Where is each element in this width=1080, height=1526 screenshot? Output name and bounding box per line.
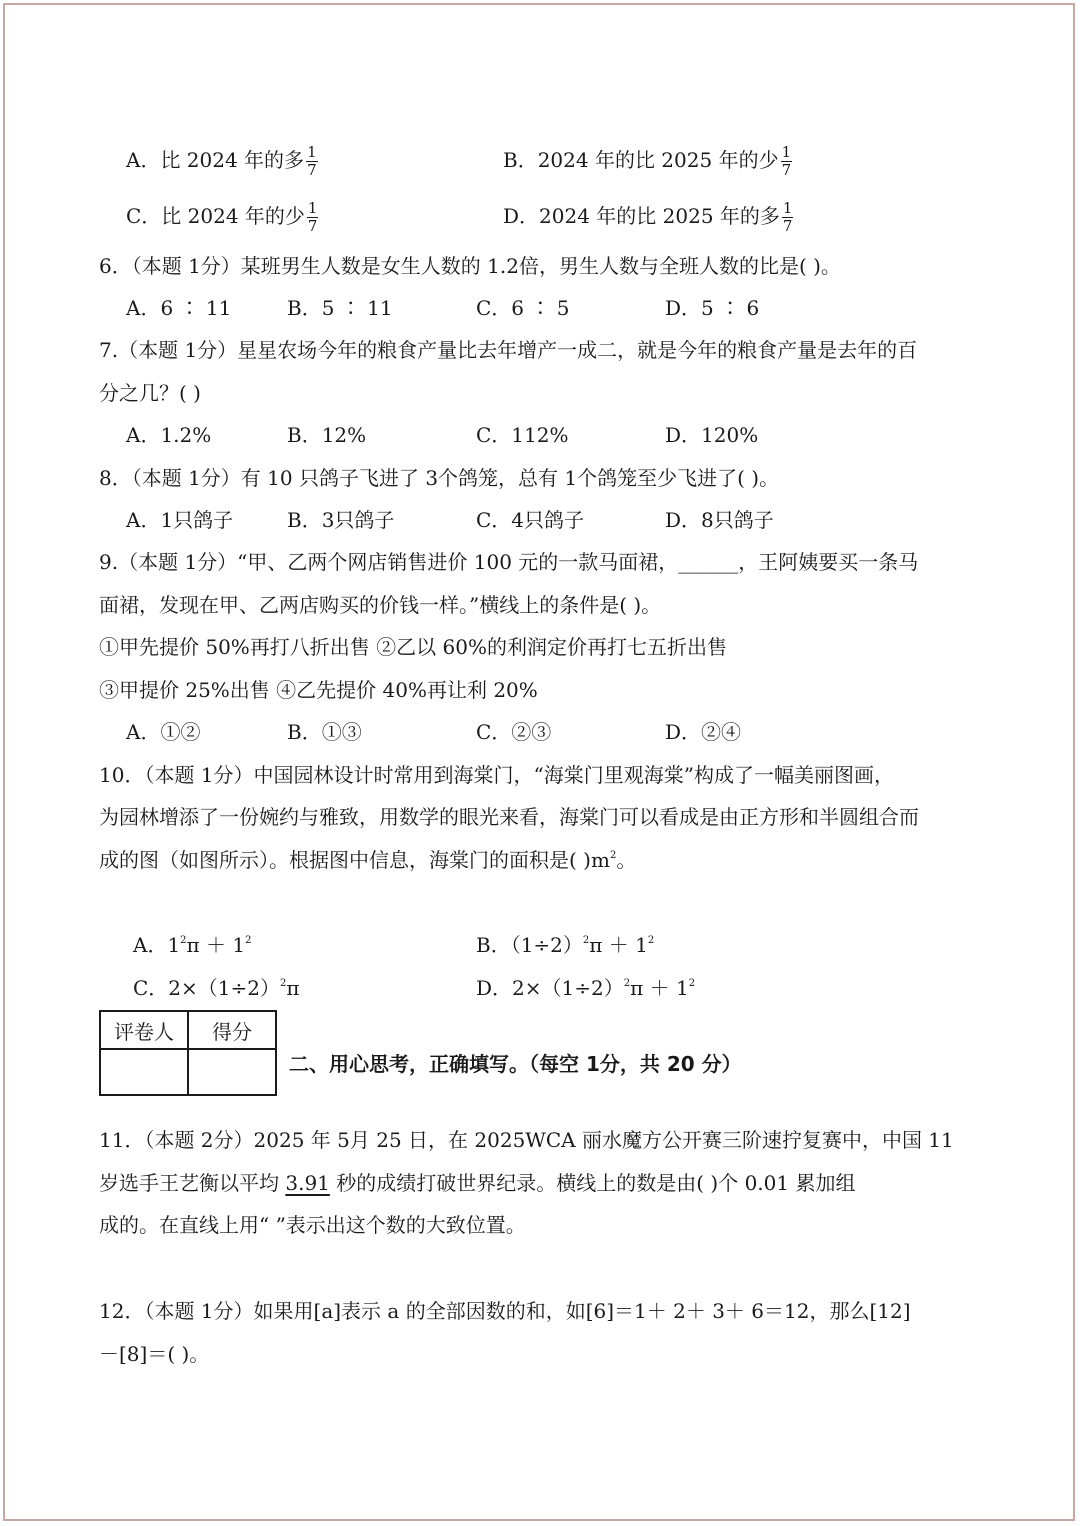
q11-stem-line3: 成的。在直线上用“ ”表示出这个数的大致位置。	[99, 1213, 526, 1237]
q5-option-a-text: A．比 2024 年的多	[126, 148, 305, 172]
q9-conditions-line2: ③甲提价 25%出售 ④乙先提价 40%再让利 20%	[99, 678, 538, 702]
q7-option-b[interactable]: B．12%	[287, 423, 367, 447]
q6-option-d[interactable]: D．5 ∶ 6	[665, 296, 760, 320]
q9-option-b[interactable]: B．①③	[287, 720, 362, 744]
q10-option-b[interactable]: B．$(1\div 2)^2\pi + 1^2$	[476, 933, 655, 957]
grader-header: 评卷人	[100, 1011, 188, 1049]
q10-stem-line1: 10．（本题 1分）中国园林设计时常用到海棠门，“海棠门里观海棠”构成了一幅美丽图画，	[99, 763, 894, 787]
q12-stem-line1: 12．（本题 1分）如果用[a]表示 a 的全部因数的和，如[6]＝1＋ 2＋ 3＋ 6＝12，那么[12]	[99, 1299, 911, 1323]
q10-stem-line3: 成的图（如图所示）。根据图中信息，海棠门的面积是( )$m^2$。	[99, 848, 637, 872]
grader-cell[interactable]	[100, 1049, 188, 1095]
fraction: $\frac{1}{7}$	[307, 199, 318, 235]
fraction: $\frac{1}{7}$	[782, 199, 793, 235]
q8-option-a[interactable]: A．1只鸽子	[126, 508, 234, 532]
q10-stem-line2: 为园林增添了一份婉约与雅致，用数学的眼光来看，海棠门可以看成是由正方形和半圆组合而	[99, 805, 919, 829]
q9-stem-line1: 9.（本题 1分）“甲、乙两个网店销售进价 100 元的一款马面裙，______，王阿姨要买一条马	[99, 550, 919, 574]
q5-option-d[interactable]	[503, 200, 793, 235]
score-cell[interactable]	[188, 1049, 276, 1095]
q8-option-d[interactable]: D．8只鸽子	[665, 508, 774, 532]
q6-stem: 6．（本题 1分）某班男生人数是女生人数的 1.2倍，男生人数与全班人数的比是( )。	[99, 254, 841, 278]
q9-conditions-line1: ①甲先提价 50%再打八折出售 ②乙以 60%的利润定价再打七五折出售	[99, 635, 727, 659]
q7-stem-line2: 分之几？( )	[99, 381, 201, 405]
fraction: $\frac{1}{7}$	[307, 143, 317, 179]
q5-option-a[interactable]	[126, 144, 318, 179]
q7-option-d[interactable]: D．120%	[665, 423, 759, 447]
q7-stem-line1: 7.（本题 1分）星星农场今年的粮食产量比去年增产一成二，就是今年的粮食产量是去年的百	[99, 338, 918, 362]
q6-option-a[interactable]: A．6 ∶ 11	[126, 296, 232, 320]
q10-option-d[interactable]: D．$2\times(1\div 2)^2\pi + 1^2$	[476, 976, 696, 1000]
q6-option-b[interactable]: B．5 ∶ 11	[287, 296, 393, 320]
underlined-number: 3.91	[285, 1171, 330, 1195]
q10-option-a[interactable]: A．$1^2\pi + 1^2$	[133, 933, 252, 957]
q5-option-d-text: D．2024 年的比 2025 年的多	[503, 204, 780, 228]
q10-option-c[interactable]: C．$2\times(1\div 2)^2\pi$	[133, 976, 300, 1000]
q8-option-b[interactable]: B．3只鸽子	[287, 508, 395, 532]
q6-option-c[interactable]: C．6 ∶ 5	[476, 296, 570, 320]
q5-option-c-text: C．比 2024 年的少	[126, 204, 305, 228]
score-header: 得分	[188, 1011, 276, 1049]
q5-option-b-text: B．2024 年的比 2025 年的少	[503, 148, 779, 172]
section-2-title: 二、用心思考，正确填写。（每空 1分，共 20 分）	[289, 1052, 742, 1076]
grader-table	[99, 1010, 277, 1096]
q11-stem-line2: 岁选手王艺衡以平均 3.91 秒的成绩打破世界纪录。横线上的数是由( )个 0.01 累加组	[99, 1171, 856, 1195]
q9-option-c[interactable]: C．②③	[476, 720, 552, 744]
fraction: $\frac{1}{7}$	[781, 143, 792, 179]
q9-stem-line2: 面裙，发现在甲、乙两店购买的价钱一样。”横线上的条件是( )。	[99, 593, 662, 617]
q5-option-c[interactable]	[126, 200, 318, 235]
q8-stem: 8．（本题 1分）有 10 只鸽子飞进了 3个鸽笼，总有 1个鸽笼至少飞进了( )。	[99, 466, 780, 490]
q11-stem-line1: 11．（本题 2分）2025 年 5月 25 日，在 2025WCA 丽水魔方公开赛三阶速拧复赛中，中国 11	[99, 1128, 954, 1152]
q8-option-c[interactable]: C．4只鸽子	[476, 508, 585, 532]
q5-option-b[interactable]	[503, 144, 792, 179]
q12-stem-line2: －[8]＝( )。	[99, 1342, 210, 1366]
q7-option-a[interactable]: A．1.2%	[126, 423, 212, 447]
q7-option-c[interactable]: C．112%	[476, 423, 569, 447]
q9-option-a[interactable]: A．①②	[126, 720, 201, 744]
q9-option-d[interactable]: D．②④	[665, 720, 742, 744]
